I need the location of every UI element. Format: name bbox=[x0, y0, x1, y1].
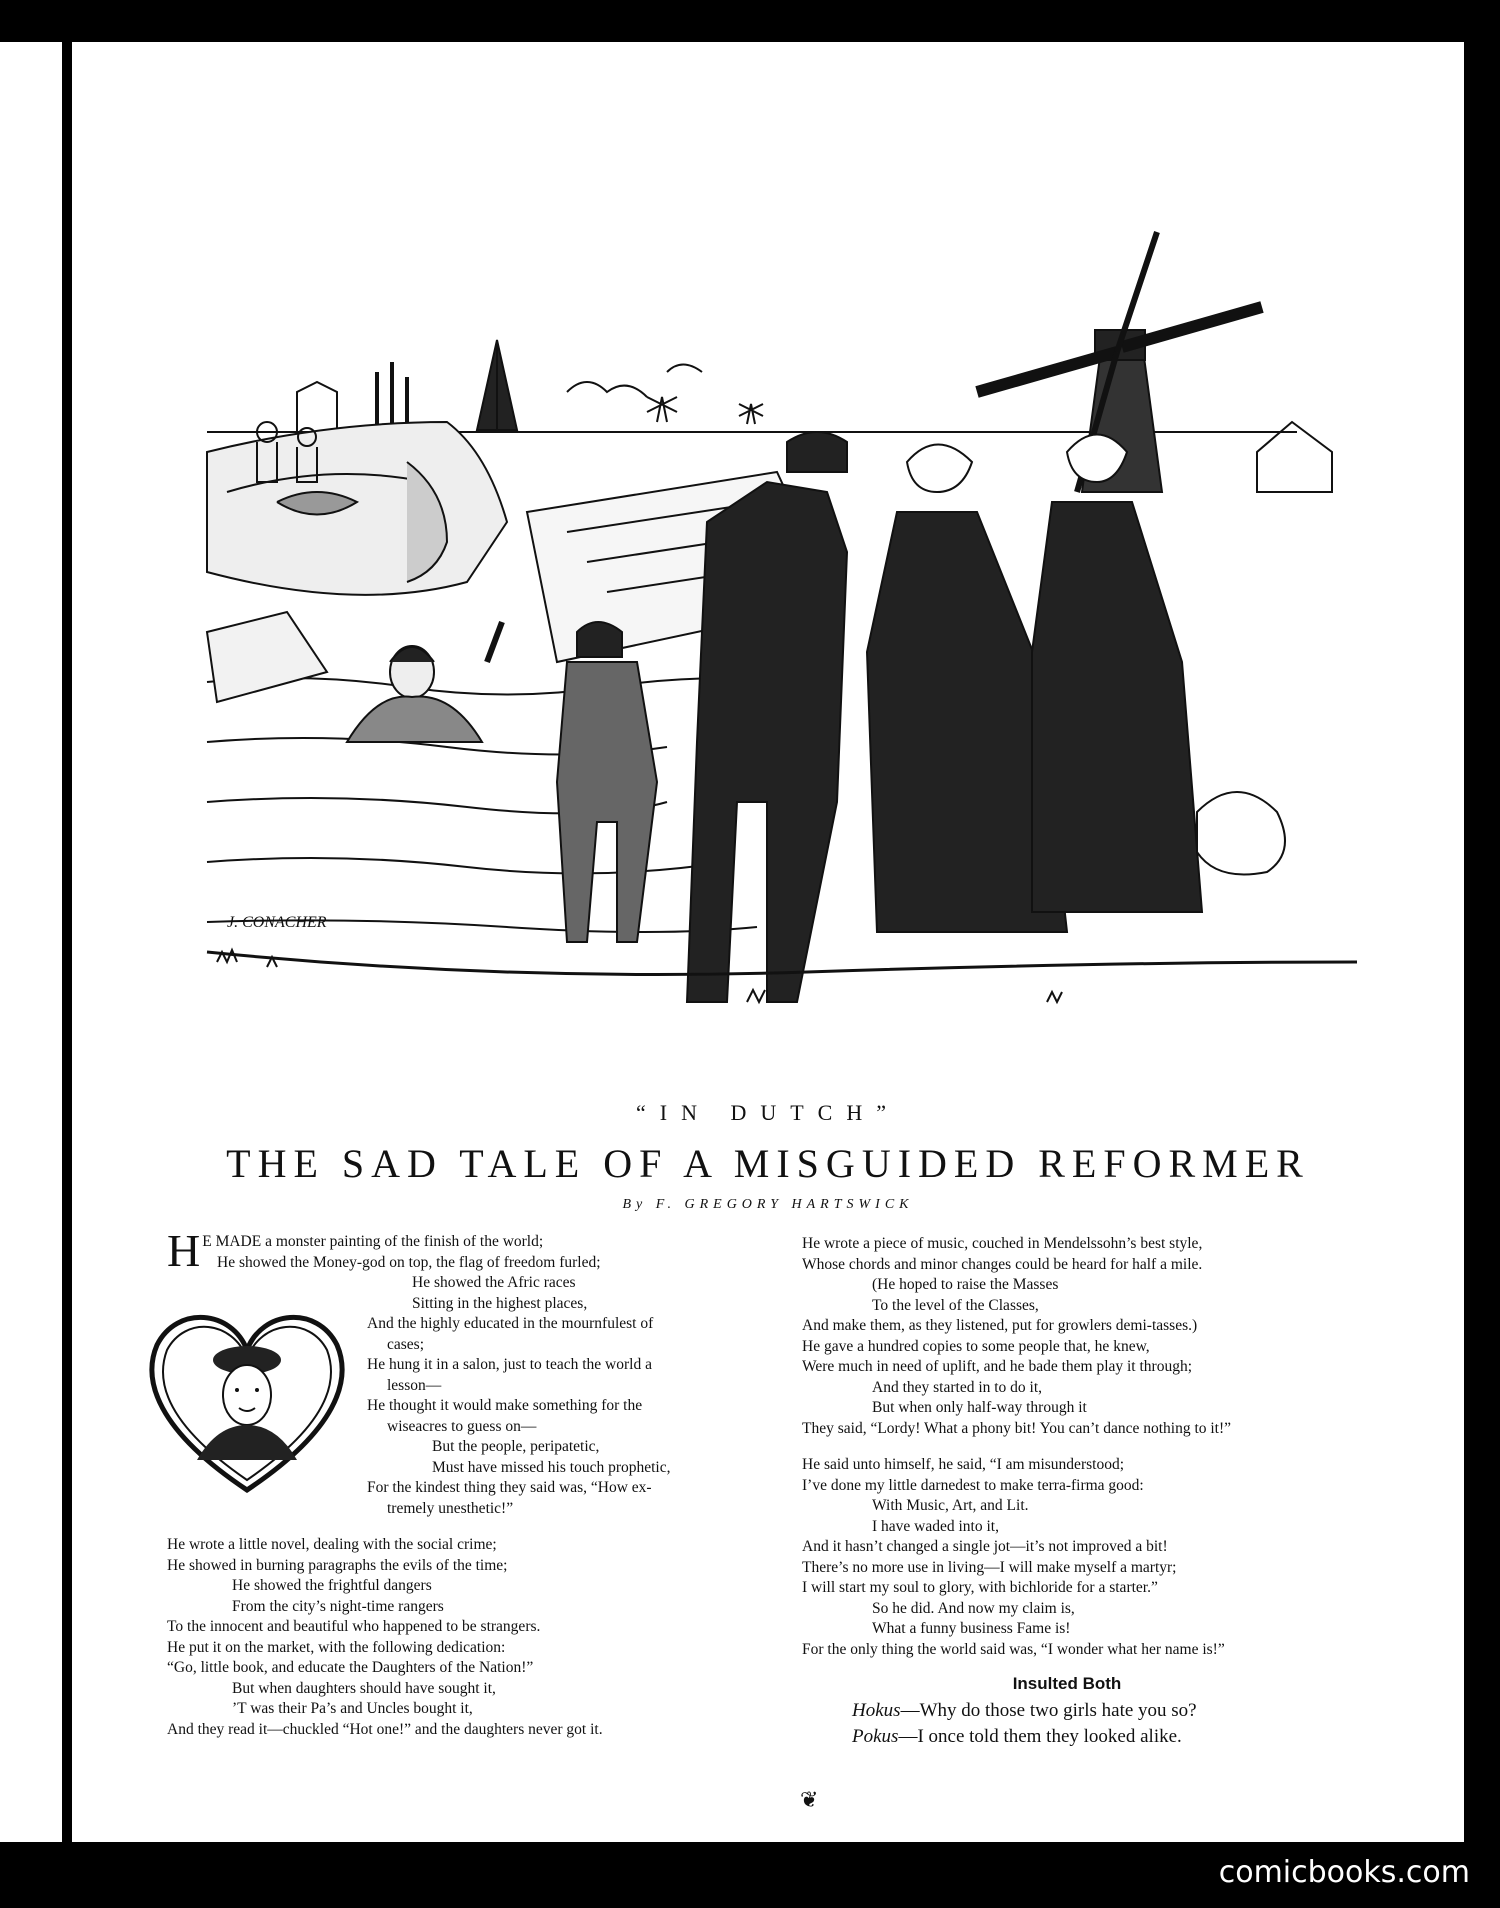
poem-line: From the city’s night-time rangers bbox=[232, 1597, 444, 1615]
poem-line: He hung it in a salon, just to teach the world a bbox=[367, 1356, 652, 1373]
poem-line: He wrote a piece of music, couched in Mendelssohn’s best style, bbox=[802, 1235, 1203, 1252]
poem-line: I will start my soul to glory, with bichloride for a starter.” bbox=[802, 1579, 1158, 1596]
poem-line: He showed the Money-god on top, the flag of freedom furled; bbox=[217, 1253, 601, 1271]
poem-line: He wrote a little novel, dealing with the social crime; bbox=[167, 1536, 497, 1553]
poem-line: He showed the frightful dangers bbox=[232, 1577, 432, 1594]
story-title: THE SAD TALE OF A MISGUIDED REFORMER bbox=[226, 1141, 1310, 1186]
poem-line: But when only half-way through it bbox=[872, 1399, 1087, 1416]
poem-line: Sitting in the highest places, bbox=[412, 1294, 588, 1312]
joke-line-1 bbox=[852, 1700, 1197, 1722]
poem-line: cases; bbox=[387, 1335, 425, 1353]
poem-line: lesson— bbox=[387, 1376, 442, 1394]
poem-line: And it hasn’t changed a single jot—it’s not improved a bit! bbox=[802, 1538, 1168, 1555]
poem-line: He put it on the market, with the following dedication: bbox=[167, 1638, 506, 1656]
joke-text: —I once told them they looked alike. bbox=[898, 1726, 1182, 1747]
poem-line: There’s no more use in living—I will make myself a martyr; bbox=[802, 1558, 1177, 1576]
poem-line: wiseacres to guess on— bbox=[387, 1417, 537, 1435]
poem-line: And make them, as they listened, put for growlers demi-tasses.) bbox=[802, 1317, 1198, 1334]
poem-line: E MADE a monster painting of the finish of the world; bbox=[202, 1233, 544, 1250]
poem-line: For the only thing the world said was, “I wonder what her name is!” bbox=[802, 1640, 1225, 1658]
joke-speaker: Hokus bbox=[852, 1700, 901, 1721]
poem-line: tremely unesthetic!” bbox=[387, 1499, 514, 1517]
poem-line: He showed the Afric races bbox=[412, 1274, 576, 1291]
poem-line: He gave a hundred copies to some people that, he knew, bbox=[802, 1337, 1150, 1355]
drop-cap: H bbox=[167, 1225, 201, 1276]
poem-line: “Go, little book, and educate the Daughters of the Nation!” bbox=[167, 1659, 534, 1676]
illustration-caption: “IN DUTCH” bbox=[635, 1100, 901, 1125]
poem-line: For the kindest thing they said was, “How ex- bbox=[367, 1479, 652, 1496]
author-byline: By F. GREGORY HARTSWICK bbox=[622, 1197, 914, 1212]
poem-line: He showed in burning paragraphs the evils of the time; bbox=[167, 1556, 508, 1574]
poem-line: And they started in to do it, bbox=[872, 1378, 1043, 1396]
poem-line: And they read it—chuckled “Hot one!” and the daughters never got it. bbox=[167, 1720, 603, 1738]
poem-line: They said, “Lordy! What a phony bit! You can’t dance nothing to it!” bbox=[802, 1419, 1232, 1437]
poem-line: Whose chords and minor changes could be heard for half a mile. bbox=[802, 1255, 1203, 1273]
poem-line: He said unto himself, he said, “I am misunderstood; bbox=[802, 1456, 1124, 1473]
poem-line: ’T was their Pa’s and Uncles bought it, bbox=[232, 1700, 473, 1717]
magazine-page bbox=[72, 42, 1464, 1842]
poem-line: To the innocent and beautiful who happened to be strangers. bbox=[167, 1618, 541, 1635]
poem-line: Must have missed his touch prophetic, bbox=[432, 1458, 671, 1476]
poem-line: What a funny business Fame is! bbox=[872, 1620, 1071, 1637]
poem-line: I have waded into it, bbox=[872, 1517, 999, 1535]
joke-speaker: Pokus bbox=[852, 1726, 899, 1747]
poem-column-left bbox=[167, 1225, 671, 1740]
poem-column-right bbox=[802, 1234, 1231, 1660]
poem-line: And the highly educated in the mournfulest of bbox=[367, 1315, 654, 1332]
poem-line: So he did. And now my claim is, bbox=[872, 1599, 1075, 1617]
joke-line-2 bbox=[852, 1726, 1182, 1748]
site-watermark: comicbooks.com bbox=[1218, 1855, 1470, 1890]
poem-line: But the people, peripatetic, bbox=[432, 1438, 600, 1455]
poem-line: Were much in need of uplift, and he bade them play it through; bbox=[802, 1358, 1193, 1375]
joke-text: —Why do those two girls hate you so? bbox=[900, 1700, 1197, 1721]
poem-line: With Music, Art, and Lit. bbox=[872, 1497, 1029, 1514]
artist-signature: J. CONACHER bbox=[227, 914, 327, 931]
ornament-icon: ❦ bbox=[800, 1787, 819, 1812]
cartoon-illustration bbox=[147, 162, 1407, 1137]
poem-line: But when daughters should have sought it, bbox=[232, 1679, 496, 1697]
joke-title: Insulted Both bbox=[1012, 1674, 1122, 1693]
poem-line: I’ve done my little darnedest to make terra-firma good: bbox=[802, 1476, 1144, 1494]
poem-line: To the level of the Classes, bbox=[872, 1296, 1039, 1314]
left-page-edge bbox=[0, 42, 62, 1842]
poem-line: He thought it would make something for the bbox=[367, 1397, 643, 1414]
poem-line: (He hoped to raise the Masses bbox=[872, 1276, 1059, 1293]
